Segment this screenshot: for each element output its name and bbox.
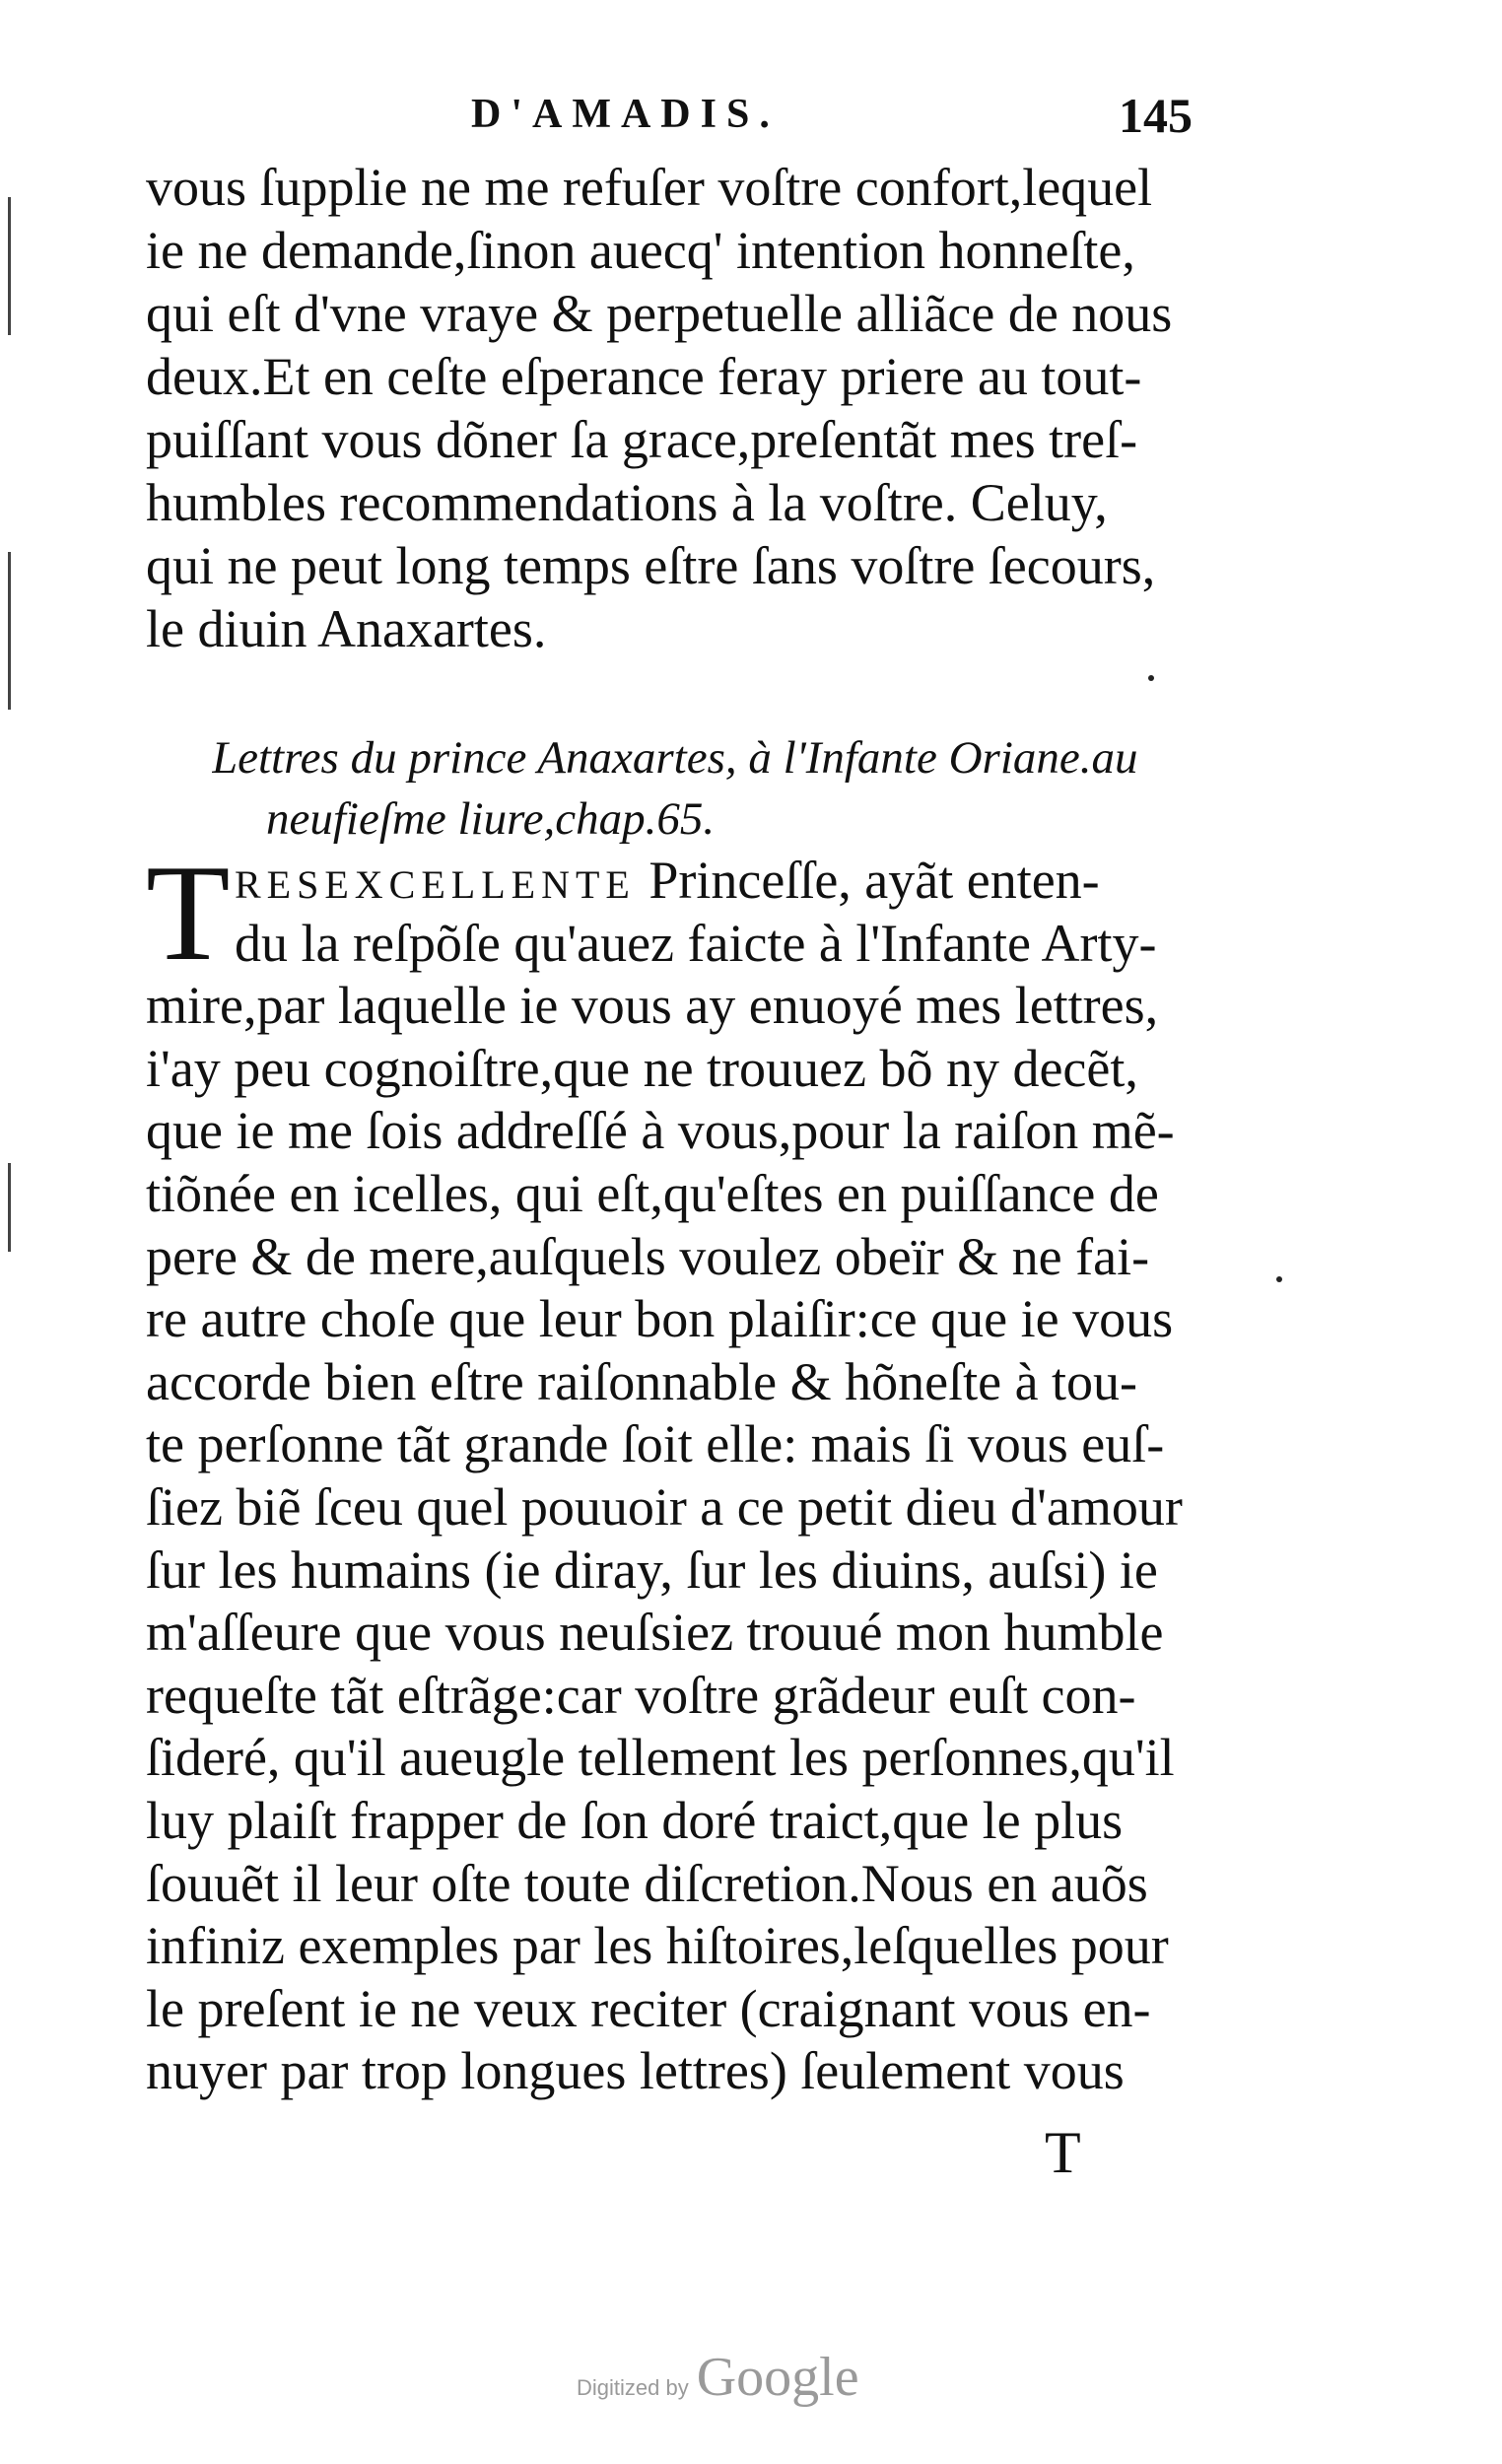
page-edge-mark <box>8 552 11 710</box>
watermark-prefix: Digitized by <box>577 2375 689 2400</box>
running-head: D'AMADIS. <box>471 92 780 137</box>
page-edge-mark <box>8 197 11 335</box>
text-line: ſideré, qu'il aueugle tellement les perſonnes,qu'il <box>146 1728 1175 1788</box>
text-line: qui ne peut long temps eſtre ſans voſtre ſecours, <box>146 536 1156 595</box>
text-line: le diuin Anaxartes. <box>146 599 547 658</box>
text-line: accorde bien eſtre raiſonnable & hõneſte à tou- <box>146 1351 1138 1411</box>
small-caps-opening: RESEXCELLENTE <box>235 862 636 907</box>
watermark-brand: Google <box>696 2347 859 2408</box>
text-line: ſiez biẽ ſceu quel pouuoir a ce petit dieu d'amour <box>146 1476 1183 1537</box>
page-edge-mark <box>8 1163 11 1252</box>
text-line: ſur les humains (ie diray, ſur les diuins, auſsi) ie <box>146 1540 1158 1600</box>
text-line: requeſte tãt eſtrãge:car voſtre grãdeur euſt con- <box>146 1665 1136 1725</box>
heading-line: neufieſme liure,chap.65. <box>266 793 716 845</box>
text-line: re autre choſe que leur bon plaiſir:ce que ie vous <box>146 1289 1174 1349</box>
heading-line: Lettres du prince Anaxartes, à l'Infante Oriane.au <box>212 732 1138 784</box>
text-line <box>146 850 1260 913</box>
text-line: i'ay peu cognoiſtre,que ne trouuez bõ ny decẽt, <box>146 1038 1138 1098</box>
text-line: m'aſſeure que vous neuſsiez trouué mon humble <box>146 1603 1164 1663</box>
text-line: puiſſant vous dõner ſa grace,preſentãt mes treſ- <box>146 410 1138 469</box>
catchword: T <box>1045 2120 1081 2185</box>
text-line: pere & de mere,auſquels voulez obeïr & ne fai- <box>146 1226 1150 1286</box>
page-number: 145 <box>1119 88 1193 143</box>
text-line: qui eſt d'vne vraye & perpetuelle alliãce de nous <box>146 284 1173 343</box>
text-line: deux.Et en ceſte eſperance feray priere au tout- <box>146 347 1142 406</box>
text-line: ie ne demande,ſinon auecq' intention honneſte, <box>146 221 1135 280</box>
section-heading <box>212 727 1257 850</box>
text-line: ſouuẽt il leur oſte toute diſcretion.Nous en auõs <box>146 1853 1148 1913</box>
text-line: tiõnée en icelles, qui eſt,qu'eſtes en puiſſance de <box>146 1163 1159 1223</box>
text-line: infiniz exemples par les hiſtoires,leſquelles pour <box>146 1916 1169 1976</box>
text-line: que ie me ſois addreſſé à vous,pour la raiſon mẽ- <box>146 1101 1175 1161</box>
text-line: nuyer par trop longues lettres) ſeulement vous <box>146 2041 1125 2101</box>
drop-cap: T <box>146 837 231 990</box>
digitization-watermark <box>577 2346 859 2409</box>
text-line: du la reſpõſe qu'auez faicte à l'Infante Arty- <box>235 913 1157 973</box>
text-line: humbles recommendations à la voſtre. Celuy, <box>146 473 1108 532</box>
text-line: te perſonne tãt grande ſoit elle: mais ſi vous euſ- <box>146 1414 1165 1474</box>
letter-text <box>146 837 1260 2103</box>
text-line-rest: Princeſſe, ayãt enten- <box>635 851 1100 910</box>
text-line: vous ſupplie ne me refuſer voſtre confort,lequel <box>146 158 1153 217</box>
text-line: mire,par laquelle ie vous ay enuoyé mes lettres, <box>146 976 1159 1036</box>
text-line: luy plaiſt frapper de ſon doré traict,que le plus <box>146 1790 1124 1850</box>
text-line: le preſent ie ne veux reciter (craignant vous en- <box>146 1978 1151 2038</box>
ink-speck <box>1148 675 1154 681</box>
ink-speck <box>1276 1276 1282 1282</box>
letter-body <box>146 156 1260 660</box>
